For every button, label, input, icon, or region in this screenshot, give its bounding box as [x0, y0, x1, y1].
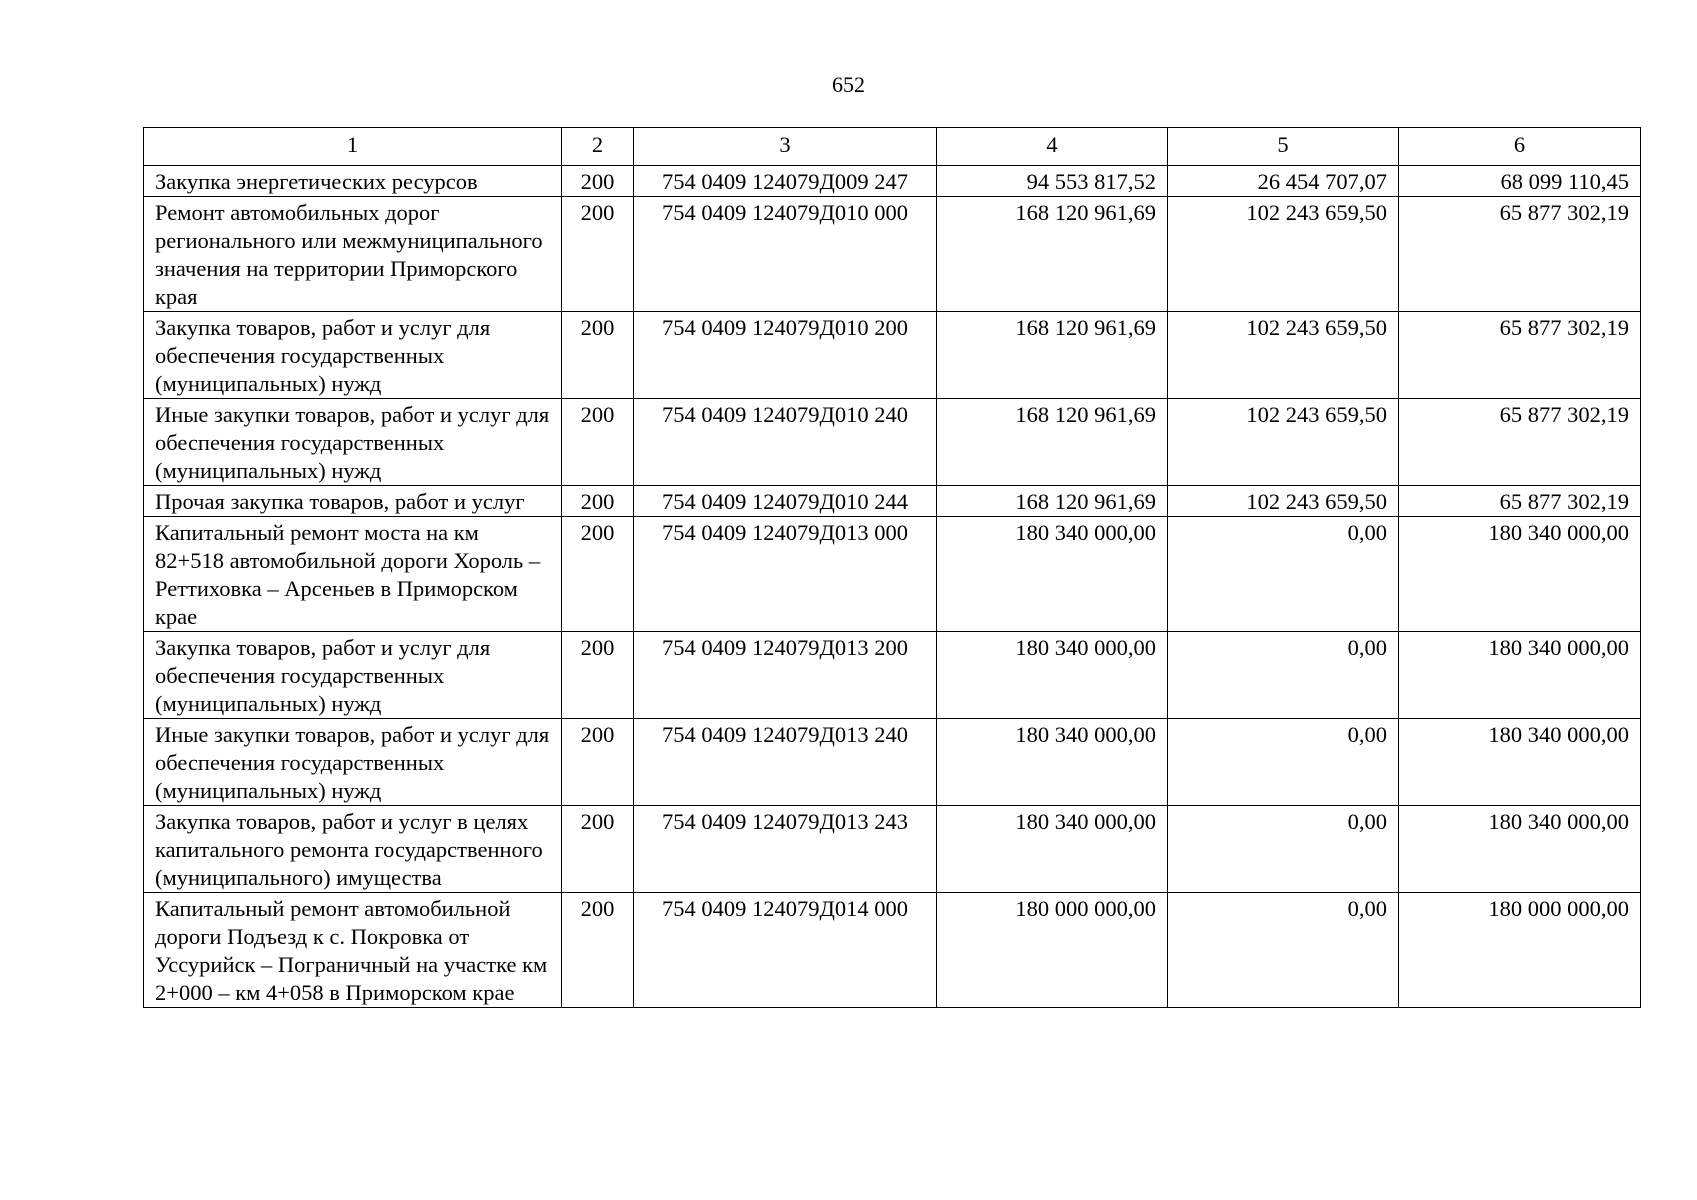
row-col4: 180 000 000,00: [937, 893, 1168, 1008]
row-col4: 180 340 000,00: [937, 632, 1168, 719]
row-col6: 65 877 302,19: [1399, 312, 1641, 399]
table-row: [144, 312, 1641, 399]
row-section: 200: [562, 312, 634, 399]
row-code: 754 0409 124079Д013 240: [634, 719, 937, 806]
row-section: 200: [562, 399, 634, 486]
row-name: Прочая закупка товаров, работ и услуг: [144, 486, 562, 517]
row-code: 754 0409 124079Д013 200: [634, 632, 937, 719]
row-col4: 168 120 961,69: [937, 486, 1168, 517]
row-col5: 102 243 659,50: [1168, 486, 1399, 517]
table-header: [144, 128, 1641, 166]
row-col5: 102 243 659,50: [1168, 197, 1399, 312]
row-section: 200: [562, 197, 634, 312]
row-col6: 180 340 000,00: [1399, 632, 1641, 719]
row-name: Ремонт автомобильных дорог регионального или межмуниципального значения на территории Приморского края: [144, 197, 562, 312]
row-col6: 65 877 302,19: [1399, 197, 1641, 312]
header-col-3: 3: [634, 128, 937, 166]
row-code: 754 0409 124079Д010 200: [634, 312, 937, 399]
table-row: [144, 486, 1641, 517]
row-col6: 68 099 110,45: [1399, 166, 1641, 197]
row-col5: 0,00: [1168, 719, 1399, 806]
row-col5: 26 454 707,07: [1168, 166, 1399, 197]
row-section: 200: [562, 166, 634, 197]
row-col6: 180 340 000,00: [1399, 517, 1641, 632]
row-col4: 168 120 961,69: [937, 197, 1168, 312]
row-code: 754 0409 124079Д013 000: [634, 517, 937, 632]
row-name: Капитальный ремонт моста на км 82+518 автомобильной дороги Хороль – Реттиховка – Арсеньев в Приморском крае: [144, 517, 562, 632]
row-section: 200: [562, 893, 634, 1008]
row-col5: 0,00: [1168, 632, 1399, 719]
row-code: 754 0409 124079Д009 247: [634, 166, 937, 197]
row-col4: 180 340 000,00: [937, 719, 1168, 806]
table-row: [144, 197, 1641, 312]
row-col4: 180 340 000,00: [937, 806, 1168, 893]
row-code: 754 0409 124079Д013 243: [634, 806, 937, 893]
row-name: Закупка товаров, работ и услуг для обеспечения государственных (муниципальных) нужд: [144, 632, 562, 719]
row-code: 754 0409 124079Д010 240: [634, 399, 937, 486]
table-row: [144, 806, 1641, 893]
table-row: [144, 893, 1641, 1008]
header-col-6: 6: [1399, 128, 1641, 166]
row-col5: 0,00: [1168, 517, 1399, 632]
row-col4: 94 553 817,52: [937, 166, 1168, 197]
row-col4: 168 120 961,69: [937, 399, 1168, 486]
header-row: [144, 128, 1641, 166]
budget-table: [143, 127, 1641, 1008]
row-col4: 168 120 961,69: [937, 312, 1168, 399]
row-col6: 65 877 302,19: [1399, 399, 1641, 486]
table-row: [144, 632, 1641, 719]
row-code: 754 0409 124079Д010 000: [634, 197, 937, 312]
row-col5: 102 243 659,50: [1168, 399, 1399, 486]
row-name: Закупка энергетических ресурсов: [144, 166, 562, 197]
row-col6: 180 340 000,00: [1399, 806, 1641, 893]
header-col-4: 4: [937, 128, 1168, 166]
row-col6: 65 877 302,19: [1399, 486, 1641, 517]
row-name: Иные закупки товаров, работ и услуг для обеспечения государственных (муниципальных) нужд: [144, 719, 562, 806]
table-row: [144, 166, 1641, 197]
table-row: [144, 719, 1641, 806]
header-col-1: 1: [144, 128, 562, 166]
row-col6: 180 000 000,00: [1399, 893, 1641, 1008]
row-section: 200: [562, 806, 634, 893]
row-section: 200: [562, 632, 634, 719]
row-col5: 0,00: [1168, 893, 1399, 1008]
row-section: 200: [562, 517, 634, 632]
row-col4: 180 340 000,00: [937, 517, 1168, 632]
row-col5: 102 243 659,50: [1168, 312, 1399, 399]
row-col5: 0,00: [1168, 806, 1399, 893]
page-number: 652: [832, 72, 865, 97]
header-col-2: 2: [562, 128, 634, 166]
header-col-5: 5: [1168, 128, 1399, 166]
table-row: [144, 517, 1641, 632]
row-name: Капитальный ремонт автомобильной дороги Подъезд к с. Покровка от Уссурийск – Пограничный на участке км 2+000 – км 4+058 в Приморском крае: [144, 893, 562, 1008]
row-name: Закупка товаров, работ и услуг для обеспечения государственных (муниципальных) нужд: [144, 312, 562, 399]
table-row: [144, 399, 1641, 486]
row-name: Иные закупки товаров, работ и услуг для обеспечения государственных (муниципальных) нужд: [144, 399, 562, 486]
row-code: 754 0409 124079Д010 244: [634, 486, 937, 517]
row-name: Закупка товаров, работ и услуг в целях капитального ремонта государственного (муниципального) имущества: [144, 806, 562, 893]
table-body: [144, 166, 1641, 1008]
row-section: 200: [562, 486, 634, 517]
row-section: 200: [562, 719, 634, 806]
row-col6: 180 340 000,00: [1399, 719, 1641, 806]
row-code: 754 0409 124079Д014 000: [634, 893, 937, 1008]
